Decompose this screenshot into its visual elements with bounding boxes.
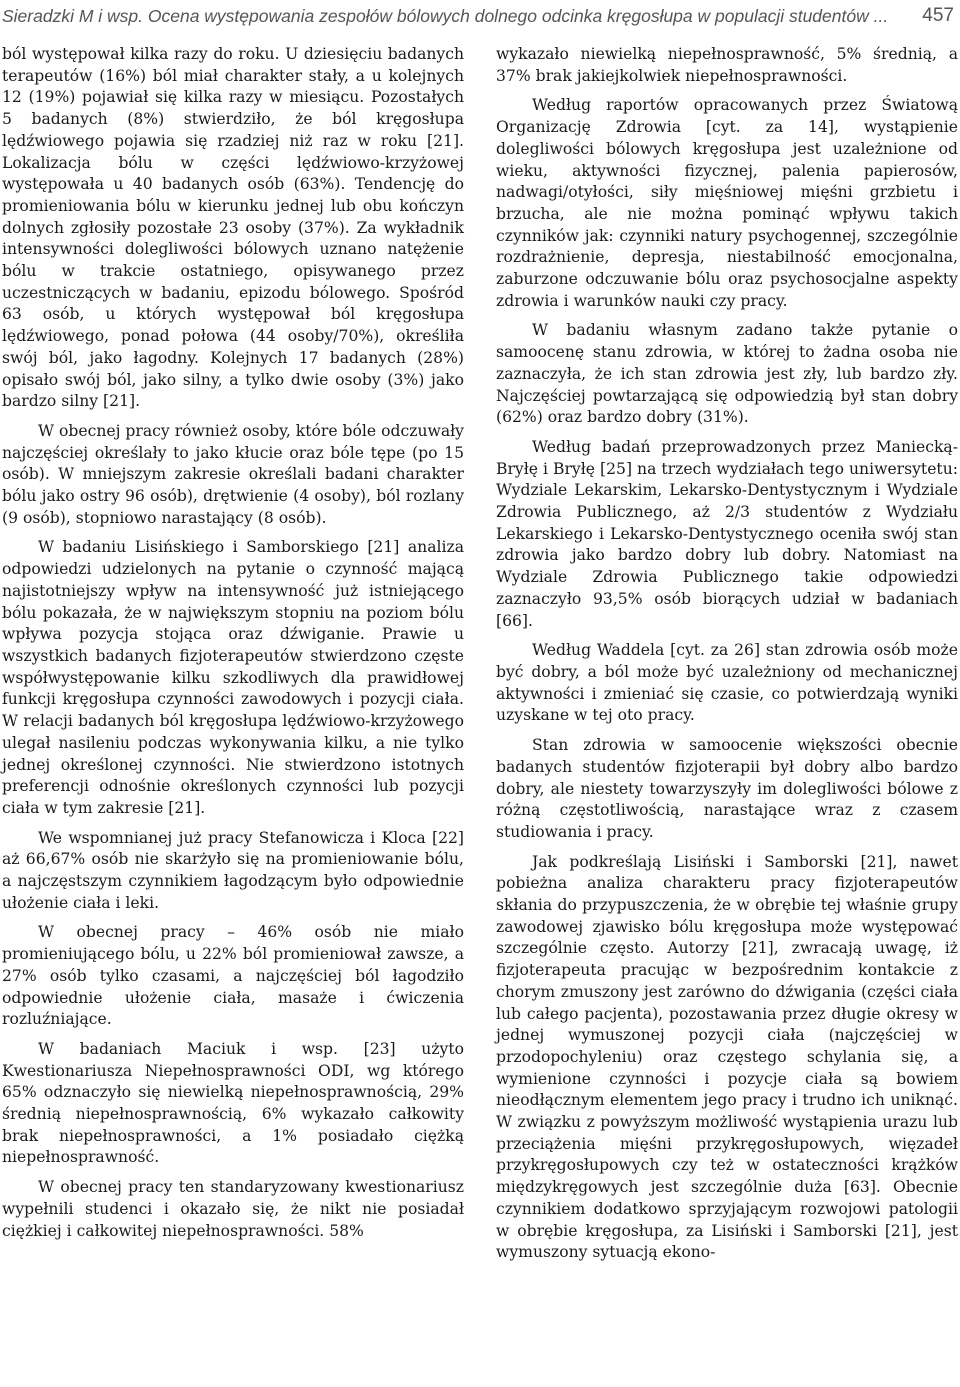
right-column	[496, 44, 960, 1272]
paragraph: wykazało niewielką niepełnosprawność, 5% średnią, a 37% brak jakiejkolwiek niepełnosprawności.	[496, 45, 958, 85]
left-column	[0, 44, 464, 1272]
running-header	[0, 0, 960, 32]
paragraph: W obecnej pracy – 46% osób nie miało promieniującego bólu, u 22% ból promieniował zawsze, a 27% osób tylko czasami, a najczęściej ból łagodziło odpowiednie ułożenie ciała, masaże i ćwiczenia rozluźniające.	[2, 923, 464, 1029]
paragraph: W badaniach Maciuk i wsp. [23] użyto Kwestionariusza Niepełnosprawności ODI, wg którego 65% odznaczyło się niewielką niepełnosprawnością, 29% średnią niepełnosprawnością, 6% wykazało całkowity brak niepełnosprawności, a 1% posiadało ciężką niepełnosprawność.	[2, 1039, 464, 1167]
article-body	[0, 44, 960, 1272]
paragraph: We wspomnianej już pracy Stefanowicza i Kloca [22] aż 66,67% osób nie skarżyło się na promieniowanie bólu, a najczęstszym czynnikiem łagodzącym było odpowiednie ułożenie ciała i leki.	[2, 828, 464, 912]
page-number: 457	[922, 5, 954, 26]
paragraph: ból występował kilka razy do roku. U dziesięciu badanych terapeutów (16%) ból miał charakter stały, a u kolejnych 12 (19%) pojawiał się kilka razy w miesiącu. Pozostałych 5 badanych (8%) stwierdziło, że ból kręgosłupa lędźwiowego pojawia się rzadziej niż raz w roku [21]. Lokalizacja bólu w części lędźwiowo-krzyżowej występowała u 40 badanych osób (63%). Tendencję do promieniowania bólu w kierunku jednej lub obu kończyn dolnych zgłosiły pozostałe 23 osoby (37%). Za wykładnik intensywności dolegliwości bólowych uznano natężenie bólu w trakcie ostatniego, opisywanego przez uczestniczących w badaniu, epizodu bólowego. Spośród 63 osób, u których występował ból kręgosłupa lędźwiowego, ponad połowa (44 osoby/70%), określiła swój ból, jako łagodny. Kolejnych 17 badanych (28%) opisało swój ból, jako silny, a tylko dwie osoby (3%) jako bardzo silny [21].	[2, 45, 464, 411]
paragraph: W badaniu Lisińskiego i Samborskiego [21] analiza odpowiedzi udzielonych na pytanie o czynność mającą najistotniejszy wpływ na intensywność już istniejącego bólu pokazała, że w największym stopniu na poziom bólu wpływa pozycja stojąca oraz dźwiganie. Prawie u wszystkich badanych fizjoterapeutów stwierdzono częste współwystępowanie kilku szkodliwych dla prawidłowej funkcji kręgosłupa czynności zawodowych i pozycji ciała. W relacji badanych ból kręgosłupa lędźwiowo-krzyżowego ulegał nasileniu podczas wykonywania kilku, a nie tylko jednej określonej czynności. Nie stwierdzono istotnych preferencji odnośnie określonych czynności lub pozycji ciała w tym zakresie [21].	[2, 538, 464, 817]
paragraph: Według badań przeprowadzonych przez Maniecką-Bryłę i Bryłę [25] na trzech wydziałach tego uniwersytetu: Wydziale Lekarskim, Lekarsko-Dentystycznym i Wydziale Zdrowia Publicznego, aż 2/3 studentów z Wydziału Lekarskiego i Lekarsko-Dentystycznego oceniła swój stan zdrowia jako bardzo dobry lub dobry. Natomiast na Wydziale Zdrowia Publicznego takie odpowiedzi zaznaczyło 93,5% osób biorących udział w badaniach [66].	[496, 437, 958, 630]
running-title: Sieradzki M i wsp. Ocena występowania zespołów bólowych dolnego odcinka kręgosłupa w populacji studentów ...	[2, 5, 889, 26]
paragraph: W badaniu własnym zadano także pytanie o samoocenę stanu zdrowia, w której to żadna osoba nie zaznaczyła, że ich stan zdrowia jest zły, lub bardzo zły. Najczęściej powtarzającą się odpowiedzią był stan dobry (62%) oraz bardzo dobry (31%).	[496, 321, 958, 427]
paragraph: Według raportów opracowanych przez Światową Organizację Zdrowia [cyt. za 14], wystąpienie dolegliwości bólowych kręgosłupa jest uzależnione od wieku, aktywności fizycznej, palenia papierosów, nadwagi/otyłości, siły mięśniowej mięśni grzbietu i brzucha, ale nie można pominąć wpływu takich czynników jak: czynniki natury psychogennej, szczególnie rozdrażnienie, depresja, niestabilność emocjonalna, zaburzone odczuwanie bólu oraz psychosocjalne aspekty zdrowia i warunków nauki czy pracy.	[496, 96, 958, 310]
paragraph: Jak podkreślają Lisiński i Samborski [21], nawet pobieżna analiza charakteru pracy fizjoterapeutów skłania do przypuszczenia, że w obrębie tej właśnie grupy zawodowej zjawisko bólu kręgosłupa może występować szczególnie często. Autorzy [21], zwracają uwagę, iż fizjoterapeuta pracując w bezpośrednim kontakcie z chorym zmuszony jest zarówno do dźwigania (części ciała lub całego pacjenta), pozostawania przez długie okresy w jednej wymuszonej pozycji ciała (najczęściej w przodopochyleniu) oraz częstego schylania się, a wymienione czynności i pozycje ciała są bowiem nieodłącznym elementem jego pracy i trudno ich uniknąć. W związku z powyższym możliwość wystąpienia urazu lub przeciążenia mięśni przykręgosłupowych, więzadeł przykręgosłupowych czy też w ostateczności krążków międzykręgowych jest szczególnie duża [63]. Obecnie czynnikiem dodatkowo sprzyjającym rozwojowi patologii w obrębie kręgosłupa, za Lisiński i Samborski [21], jest wymuszony sytuacją ekono-	[496, 852, 958, 1262]
paragraph: W obecnej pracy również osoby, które bóle odczuwały najczęściej określały to jako kłucie oraz bóle tępe (po 15 osób). W mniejszym zakresie określali badani charakter bólu jako ostry 96 osób), drętwienie (4 osoby), ból rozlany (9 osób), stopniowo narastający (8 osób).	[2, 421, 464, 527]
paragraph: W obecnej pracy ten standaryzowany kwestionariusz wypełnili studenci i okazało się, że nikt nie posiadał ciężkiej i całkowitej niepełnosprawności. 58%	[2, 1178, 464, 1240]
paragraph: Stan zdrowia w samoocenie większości obecnie badanych studentów fizjoterapii był dobry albo bardzo dobry, ale niestety towarzyszyły im dolegliwości bólowe z różną częstotliwością, narastające wraz z czasem studiowania i pracy.	[496, 736, 958, 841]
paragraph: Według Waddela [cyt. za 26] stan zdrowia osób może być dobry, a ból może być uzależniony od mechanicznej aktywności i zmieniać się czasie, co potwierdzają wyniki uzyskane w tej oto pracy.	[496, 641, 958, 725]
